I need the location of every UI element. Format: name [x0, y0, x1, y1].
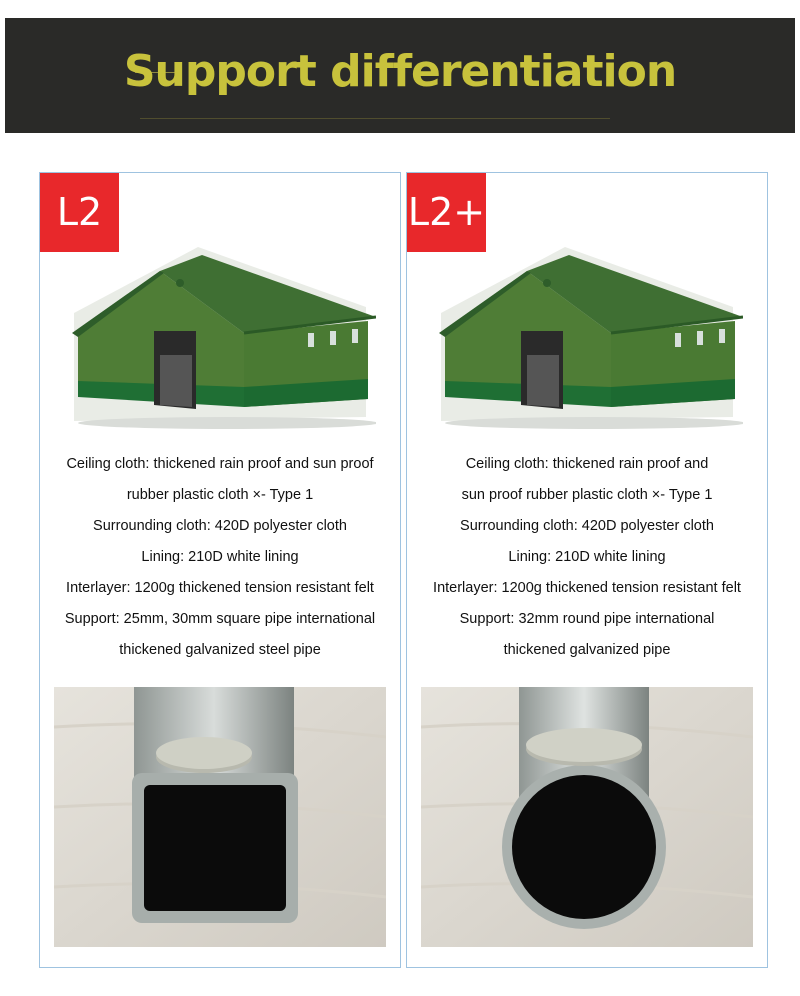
spec-line: rubber plastic cloth ×- Type 1 [126, 487, 314, 503]
model-badge: L2+ [407, 173, 486, 252]
spec-line: thickened galvanized steel pipe [119, 642, 321, 658]
page-title: Support differentiation [123, 46, 677, 97]
square-pipe-image [54, 687, 386, 947]
tent-image [435, 247, 743, 433]
spec-line: Support: 25mm, 30mm square pipe international [64, 611, 376, 627]
spec-line: Lining: 210D white lining [508, 549, 666, 565]
spec-list [407, 449, 767, 666]
spec-line: Lining: 210D white lining [141, 549, 299, 565]
tent-image [68, 247, 376, 433]
product-panel-l2-plus [406, 172, 768, 968]
spec-line: Interlayer: 1200g thickened tension resistant felt [66, 580, 374, 596]
spec-line: Interlayer: 1200g thickened tension resistant felt [433, 580, 741, 596]
decorative-line [140, 118, 610, 119]
spec-line: Surrounding cloth: 420D polyester cloth [460, 518, 714, 534]
spec-line: sun proof rubber plastic cloth ×- Type 1 [461, 487, 713, 503]
spec-line: Ceiling cloth: thickened rain proof and [465, 456, 709, 472]
product-panel-l2 [39, 172, 401, 968]
spec-line: Ceiling cloth: thickened rain proof and sun proof [66, 456, 374, 472]
spec-line: thickened galvanized pipe [503, 642, 671, 658]
header-banner [5, 18, 795, 133]
model-badge: L2 [40, 173, 119, 252]
spec-line: Support: 32mm round pipe international [459, 611, 715, 627]
spec-list [40, 449, 400, 666]
round-pipe-image [421, 687, 753, 947]
spec-line: Surrounding cloth: 420D polyester cloth [93, 518, 347, 534]
